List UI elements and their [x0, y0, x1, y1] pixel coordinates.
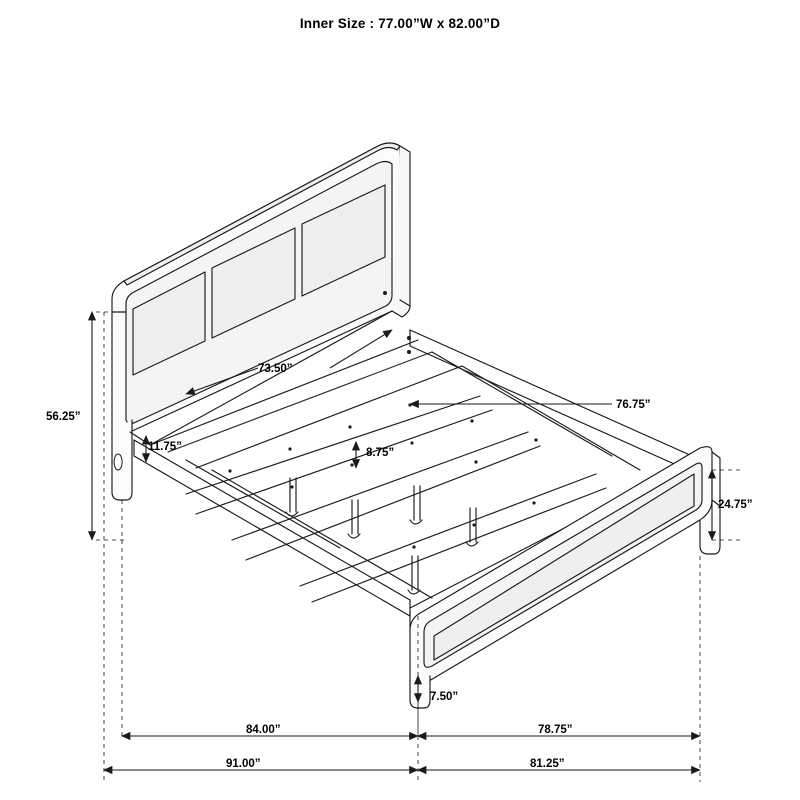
label-headboard-width: 73.50” [258, 363, 293, 375]
label-inner-length: 76.75” [616, 399, 651, 411]
label-footboard-height: 24.75” [718, 499, 753, 511]
bed-frame-outline [112, 143, 720, 708]
label-upper-right-span: 78.75” [538, 724, 573, 736]
footboard-panel [434, 474, 694, 660]
label-lower-right-span: 81.25” [530, 758, 565, 770]
label-leg-height: 7.50” [430, 691, 459, 703]
footboard-leg-left [410, 672, 430, 708]
dimension-labels [46, 363, 753, 770]
page-title: Inner Size : 77.00”W x 82.00”D [299, 16, 501, 31]
label-slat-clearance: 11.75” [148, 441, 182, 453]
label-lower-left-span: 91.00” [226, 758, 261, 770]
label-upper-left-span: 84.00” [246, 724, 281, 736]
label-support-height: 8.75” [366, 447, 395, 459]
label-headboard-height: 56.25” [46, 411, 81, 423]
